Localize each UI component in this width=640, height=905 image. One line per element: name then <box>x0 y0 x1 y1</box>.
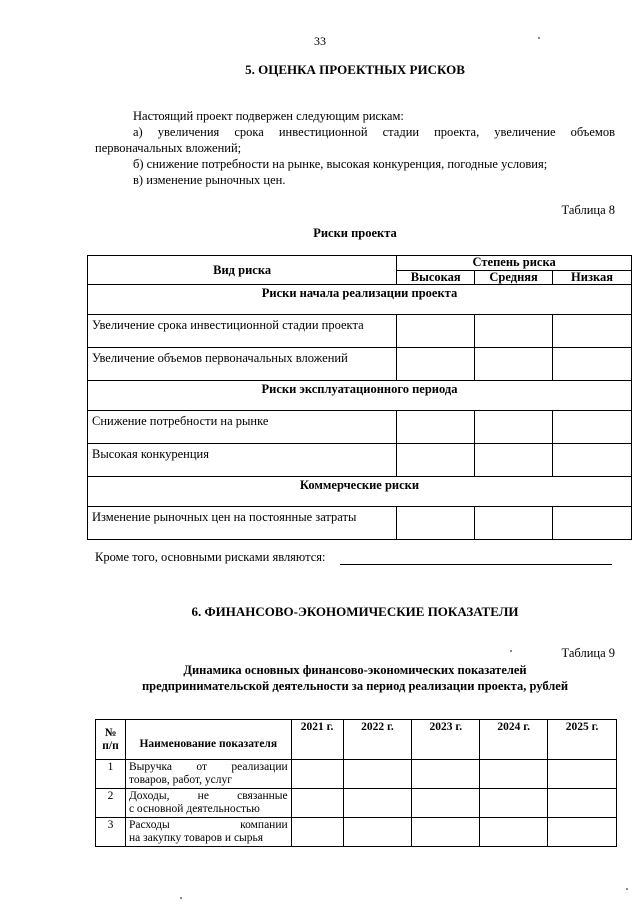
col-number-abbr: п/п <box>102 739 119 752</box>
col-risk-degree: Степень риска <box>397 256 632 271</box>
row-number: 1 <box>96 760 126 789</box>
col-number-sign: № <box>104 726 117 739</box>
col-high: Высокая <box>397 270 475 285</box>
row-name <box>125 818 291 847</box>
col-low: Низкая <box>553 270 632 285</box>
row-name-line2: на закупку товаров и сырья <box>128 832 264 844</box>
row-name-line1: Выручка от реализации <box>128 761 288 773</box>
cell-high <box>397 315 475 348</box>
col-indicator-name: Наименование показателя <box>125 720 291 760</box>
risk-item-a-line2: первоначальных вложений; <box>95 141 242 155</box>
cell-low <box>553 507 632 540</box>
scan-speck <box>538 37 540 39</box>
table-row <box>96 789 617 818</box>
row-name-line1: Доходы, не связанные <box>128 790 288 802</box>
fill-in-line <box>340 564 612 565</box>
table-9-title-line2: предпринимательской деятельности за период реализации проекта, рублей <box>141 679 569 693</box>
cell-high <box>397 507 475 540</box>
section-row-start: Риски начала реализации проекта <box>88 285 632 315</box>
cell-low <box>553 315 632 348</box>
section-5-title: 5. ОЦЕНКА ПРОЕКТНЫХ РИСКОВ <box>245 62 465 77</box>
row-number: 2 <box>96 789 126 818</box>
table-9-title <box>0 662 640 694</box>
cell-medium <box>475 411 553 444</box>
scan-speck <box>626 888 628 890</box>
table-row: Изменение рыночных цен на постоянные затраты <box>88 507 397 540</box>
cell-medium <box>475 348 553 381</box>
scan-speck <box>510 650 512 652</box>
cell-high <box>397 348 475 381</box>
cell-low <box>553 348 632 381</box>
table-8-title: Риски проекта <box>313 226 397 240</box>
table-8-label: Таблица 8 <box>561 203 615 217</box>
col-risk-type: Вид риска <box>88 256 397 285</box>
col-2024: 2024 г. <box>480 720 548 760</box>
cell-medium <box>475 444 553 477</box>
scan-speck <box>180 897 182 899</box>
col-2025: 2025 г. <box>548 720 617 760</box>
cell-high <box>397 411 475 444</box>
row-name-line2: товаров, работ, услуг <box>128 774 232 786</box>
col-2023: 2023 г. <box>412 720 480 760</box>
col-2021: 2021 г. <box>291 720 343 760</box>
col-medium: Средняя <box>475 270 553 285</box>
row-number: 3 <box>96 818 126 847</box>
table-row: Высокая конкуренция <box>88 444 397 477</box>
table-row: Увеличение объемов первоначальных вложений <box>88 348 397 381</box>
risks-intro: Настоящий проект подвержен следующим рискам: <box>133 109 404 123</box>
cell-low <box>553 444 632 477</box>
section-row-commercial: Коммерческие риски <box>88 477 632 507</box>
risk-item-c: в) изменение рыночных цен. <box>133 173 286 187</box>
table-row: Снижение потребности на рынке <box>88 411 397 444</box>
row-name <box>125 760 291 789</box>
page-number: 33 <box>314 34 326 48</box>
financial-table <box>95 719 617 847</box>
table-row: Увеличение срока инвестиционной стадии проекта <box>88 315 397 348</box>
table-row <box>96 818 617 847</box>
other-risks-text: Кроме того, основными рисками являются: <box>95 550 326 564</box>
table-9-title-line1: Динамика основных финансово-экономических показателей <box>183 663 527 677</box>
section-6-title: 6. ФИНАНСОВО-ЭКОНОМИЧЕСКИЕ ПОКАЗАТЕЛИ <box>191 604 519 619</box>
risk-item-a-line1: а) увеличения срока инвестиционной стадии проекта, увеличение объемов <box>133 125 615 139</box>
risk-item-b: б) снижение потребности на рынке, высокая конкуренция, погодные условия; <box>133 157 548 171</box>
col-2022: 2022 г. <box>343 720 412 760</box>
row-name-line1: Расходы компании <box>128 819 288 831</box>
risks-table <box>87 255 632 540</box>
table-row <box>96 760 617 789</box>
section-row-operation: Риски эксплуатационного периода <box>88 381 632 411</box>
cell-low <box>553 411 632 444</box>
cell-medium <box>475 315 553 348</box>
cell-medium <box>475 507 553 540</box>
row-name-line2: с основной деятельностью <box>128 803 260 815</box>
col-number <box>96 720 126 760</box>
table-9-label: Таблица 9 <box>561 646 615 660</box>
row-name <box>125 789 291 818</box>
cell-high <box>397 444 475 477</box>
